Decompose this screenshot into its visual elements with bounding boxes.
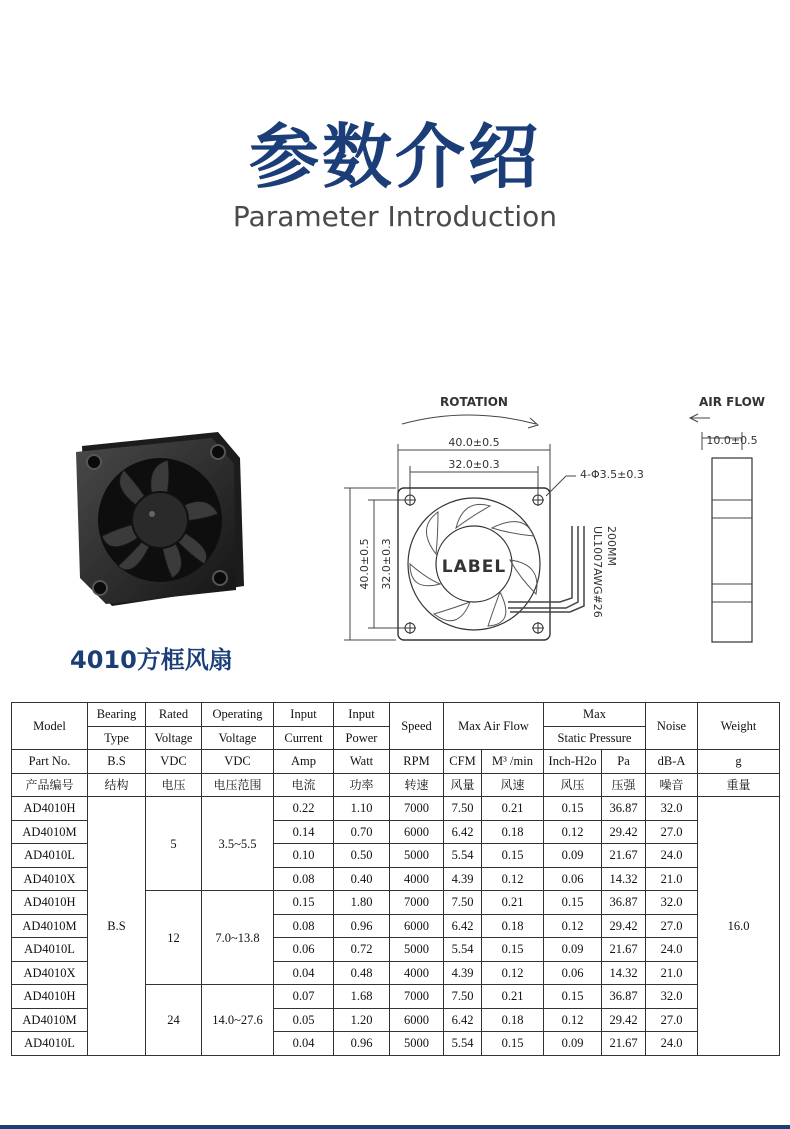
header-operating: Operating bbox=[202, 703, 274, 727]
current-cell: 0.04 bbox=[274, 961, 334, 985]
pa-cell: 14.32 bbox=[602, 867, 646, 891]
m3min-cell: 0.21 bbox=[482, 891, 544, 915]
model-cell: AD4010M bbox=[12, 820, 88, 844]
current-cell: 0.05 bbox=[274, 1008, 334, 1032]
cn-cell: 重量 bbox=[698, 773, 780, 797]
noise-cell: 24.0 bbox=[646, 1032, 698, 1056]
cn-cell: 风量 bbox=[444, 773, 482, 797]
inch-h2o-cell: 0.15 bbox=[544, 985, 602, 1009]
inch-h2o-cell: 0.09 bbox=[544, 844, 602, 868]
noise-cell: 21.0 bbox=[646, 961, 698, 985]
inch-h2o-cell: 0.09 bbox=[544, 938, 602, 962]
pa-cell: 36.87 bbox=[602, 985, 646, 1009]
width-outer-dim: 40.0±0.5 bbox=[448, 436, 500, 449]
model-cell: AD4010L bbox=[12, 1032, 88, 1056]
current-cell: 0.10 bbox=[274, 844, 334, 868]
pa-cell: 21.67 bbox=[602, 938, 646, 962]
cfm-cell: 7.50 bbox=[444, 797, 482, 821]
cn-cell: 压强 bbox=[602, 773, 646, 797]
inch-h2o-cell: 0.09 bbox=[544, 1032, 602, 1056]
power-cell: 0.40 bbox=[334, 867, 390, 891]
cfm-cell: 4.39 bbox=[444, 867, 482, 891]
noise-cell: 32.0 bbox=[646, 985, 698, 1009]
fan-product-image bbox=[68, 428, 248, 608]
current-cell: 0.04 bbox=[274, 1032, 334, 1056]
model-cell: AD4010X bbox=[12, 961, 88, 985]
speed-cell: 5000 bbox=[390, 1032, 444, 1056]
header-rated-voltage: Voltage bbox=[146, 726, 202, 750]
unit-cell: RPM bbox=[390, 750, 444, 774]
noise-cell: 27.0 bbox=[646, 820, 698, 844]
header-static-pressure: Static Pressure bbox=[544, 726, 646, 750]
m3min-cell: 0.21 bbox=[482, 797, 544, 821]
wire-spec: UL1007AWG#26 bbox=[591, 526, 604, 618]
cn-cell: 风速 bbox=[482, 773, 544, 797]
cfm-cell: 5.54 bbox=[444, 1032, 482, 1056]
cn-cell: 电压范围 bbox=[202, 773, 274, 797]
inch-h2o-cell: 0.15 bbox=[544, 797, 602, 821]
power-cell: 0.48 bbox=[334, 961, 390, 985]
m3min-cell: 0.21 bbox=[482, 985, 544, 1009]
noise-cell: 21.0 bbox=[646, 867, 698, 891]
power-cell: 1.80 bbox=[334, 891, 390, 915]
cfm-cell: 6.42 bbox=[444, 1008, 482, 1032]
unit-cell: M³ /min bbox=[482, 750, 544, 774]
power-cell: 1.20 bbox=[334, 1008, 390, 1032]
cn-cell: 功率 bbox=[334, 773, 390, 797]
header-input-current: Input bbox=[274, 703, 334, 727]
pa-cell: 29.42 bbox=[602, 1008, 646, 1032]
weight-cell: 16.0 bbox=[698, 797, 780, 1056]
header-weight: Weight bbox=[698, 703, 780, 750]
unit-cell: Watt bbox=[334, 750, 390, 774]
pa-cell: 29.42 bbox=[602, 914, 646, 938]
operating-range-cell: 7.0~13.8 bbox=[202, 891, 274, 985]
rated-voltage-cell: 5 bbox=[146, 797, 202, 891]
m3min-cell: 0.18 bbox=[482, 914, 544, 938]
cn-cell: 风压 bbox=[544, 773, 602, 797]
unit-cell: VDC bbox=[202, 750, 274, 774]
inch-h2o-cell: 0.12 bbox=[544, 914, 602, 938]
current-cell: 0.08 bbox=[274, 867, 334, 891]
page-subtitle: Parameter Introduction bbox=[232, 200, 558, 233]
bottom-divider bbox=[0, 1125, 790, 1129]
header-max: Max bbox=[544, 703, 646, 727]
cfm-cell: 6.42 bbox=[444, 914, 482, 938]
unit-cell: Inch-H2o bbox=[544, 750, 602, 774]
m3min-cell: 0.15 bbox=[482, 1032, 544, 1056]
model-cell: AD4010X bbox=[12, 867, 88, 891]
noise-cell: 24.0 bbox=[646, 938, 698, 962]
inch-h2o-cell: 0.06 bbox=[544, 867, 602, 891]
power-cell: 0.70 bbox=[334, 820, 390, 844]
inch-h2o-cell: 0.15 bbox=[544, 891, 602, 915]
speed-cell: 7000 bbox=[390, 985, 444, 1009]
header-max-air-flow: Max Air Flow bbox=[444, 703, 544, 750]
header-current: Current bbox=[274, 726, 334, 750]
spec-table bbox=[11, 702, 780, 1056]
wire-length: 200MM bbox=[605, 526, 618, 566]
cfm-cell: 7.50 bbox=[444, 985, 482, 1009]
power-cell: 0.50 bbox=[334, 844, 390, 868]
cn-cell: 电压 bbox=[146, 773, 202, 797]
m3min-cell: 0.15 bbox=[482, 844, 544, 868]
power-cell: 1.68 bbox=[334, 985, 390, 1009]
height-outer-dim: 40.0±0.5 bbox=[358, 538, 371, 590]
rotation-label: ROTATION bbox=[440, 395, 508, 409]
current-cell: 0.14 bbox=[274, 820, 334, 844]
noise-cell: 27.0 bbox=[646, 914, 698, 938]
units-row bbox=[12, 750, 780, 774]
model-cell: AD4010M bbox=[12, 1008, 88, 1032]
speed-cell: 5000 bbox=[390, 844, 444, 868]
header-model: Model bbox=[12, 703, 88, 750]
unit-cell: B.S bbox=[88, 750, 146, 774]
speed-cell: 5000 bbox=[390, 938, 444, 962]
cfm-cell: 4.39 bbox=[444, 961, 482, 985]
cfm-cell: 7.50 bbox=[444, 891, 482, 915]
power-cell: 0.96 bbox=[334, 1032, 390, 1056]
cn-cell: 噪音 bbox=[646, 773, 698, 797]
pa-cell: 29.42 bbox=[602, 820, 646, 844]
operating-range-cell: 3.5~5.5 bbox=[202, 797, 274, 891]
unit-cell: VDC bbox=[146, 750, 202, 774]
noise-cell: 32.0 bbox=[646, 797, 698, 821]
header-power: Power bbox=[334, 726, 390, 750]
header-speed: Speed bbox=[390, 703, 444, 750]
page-title: 参数介绍 bbox=[249, 116, 541, 198]
m3min-cell: 0.15 bbox=[482, 938, 544, 962]
cn-cell: 产品编号 bbox=[12, 773, 88, 797]
current-cell: 0.15 bbox=[274, 891, 334, 915]
model-cell: AD4010H bbox=[12, 891, 88, 915]
table-row bbox=[12, 797, 780, 821]
current-cell: 0.22 bbox=[274, 797, 334, 821]
fan-caption: 4010方框风扇 bbox=[70, 646, 233, 674]
table-header-row bbox=[12, 703, 780, 727]
cn-header-row bbox=[12, 773, 780, 797]
rated-voltage-cell: 24 bbox=[146, 985, 202, 1056]
model-cell: AD4010L bbox=[12, 938, 88, 962]
noise-cell: 24.0 bbox=[646, 844, 698, 868]
pa-cell: 14.32 bbox=[602, 961, 646, 985]
speed-cell: 7000 bbox=[390, 891, 444, 915]
current-cell: 0.06 bbox=[274, 938, 334, 962]
header-bearing: Bearing bbox=[88, 703, 146, 727]
speed-cell: 4000 bbox=[390, 961, 444, 985]
speed-cell: 4000 bbox=[390, 867, 444, 891]
model-cell: AD4010L bbox=[12, 844, 88, 868]
cfm-cell: 6.42 bbox=[444, 820, 482, 844]
fan-side-view bbox=[712, 458, 752, 642]
noise-cell: 32.0 bbox=[646, 891, 698, 915]
unit-cell: dB-A bbox=[646, 750, 698, 774]
label-text: LABEL bbox=[441, 557, 507, 577]
operating-range-cell: 14.0~27.6 bbox=[202, 985, 274, 1056]
pa-cell: 21.67 bbox=[602, 1032, 646, 1056]
current-cell: 0.08 bbox=[274, 914, 334, 938]
speed-cell: 6000 bbox=[390, 820, 444, 844]
bearing-cell: B.S bbox=[88, 797, 146, 1056]
pa-cell: 36.87 bbox=[602, 797, 646, 821]
technical-drawing bbox=[340, 388, 790, 658]
cn-cell: 转速 bbox=[390, 773, 444, 797]
thickness-dim: 10.0±0.5 bbox=[706, 434, 758, 447]
m3min-cell: 0.12 bbox=[482, 867, 544, 891]
speed-cell: 6000 bbox=[390, 1008, 444, 1032]
rotation-arrow bbox=[402, 415, 536, 424]
m3min-cell: 0.18 bbox=[482, 820, 544, 844]
spec-table-body bbox=[12, 703, 780, 1056]
speed-cell: 7000 bbox=[390, 797, 444, 821]
pa-cell: 36.87 bbox=[602, 891, 646, 915]
power-cell: 0.72 bbox=[334, 938, 390, 962]
cn-cell: 结构 bbox=[88, 773, 146, 797]
power-cell: 0.96 bbox=[334, 914, 390, 938]
rated-voltage-cell: 12 bbox=[146, 891, 202, 985]
airflow-label: AIR FLOW bbox=[698, 395, 766, 409]
header-input-power: Input bbox=[334, 703, 390, 727]
header-rated: Rated bbox=[146, 703, 202, 727]
unit-cell: g bbox=[698, 750, 780, 774]
header-noise: Noise bbox=[646, 703, 698, 750]
header-operating-voltage: Voltage bbox=[202, 726, 274, 750]
m3min-cell: 0.18 bbox=[482, 1008, 544, 1032]
pa-cell: 21.67 bbox=[602, 844, 646, 868]
height-inner-dim: 32.0±0.3 bbox=[380, 538, 393, 590]
header-bearing-type: Type bbox=[88, 726, 146, 750]
speed-cell: 6000 bbox=[390, 914, 444, 938]
model-cell: AD4010M bbox=[12, 914, 88, 938]
cn-cell: 电流 bbox=[274, 773, 334, 797]
noise-cell: 27.0 bbox=[646, 1008, 698, 1032]
unit-cell: Part No. bbox=[12, 750, 88, 774]
m3min-cell: 0.12 bbox=[482, 961, 544, 985]
cfm-cell: 5.54 bbox=[444, 938, 482, 962]
unit-cell: Pa bbox=[602, 750, 646, 774]
inch-h2o-cell: 0.12 bbox=[544, 820, 602, 844]
inch-h2o-cell: 0.06 bbox=[544, 961, 602, 985]
width-inner-dim: 32.0±0.3 bbox=[448, 458, 500, 471]
cfm-cell: 5.54 bbox=[444, 844, 482, 868]
current-cell: 0.07 bbox=[274, 985, 334, 1009]
power-cell: 1.10 bbox=[334, 797, 390, 821]
model-cell: AD4010H bbox=[12, 797, 88, 821]
model-cell: AD4010H bbox=[12, 985, 88, 1009]
inch-h2o-cell: 0.12 bbox=[544, 1008, 602, 1032]
unit-cell: Amp bbox=[274, 750, 334, 774]
unit-cell: CFM bbox=[444, 750, 482, 774]
hole-spec: 4-Φ3.5±0.3 bbox=[580, 468, 644, 481]
